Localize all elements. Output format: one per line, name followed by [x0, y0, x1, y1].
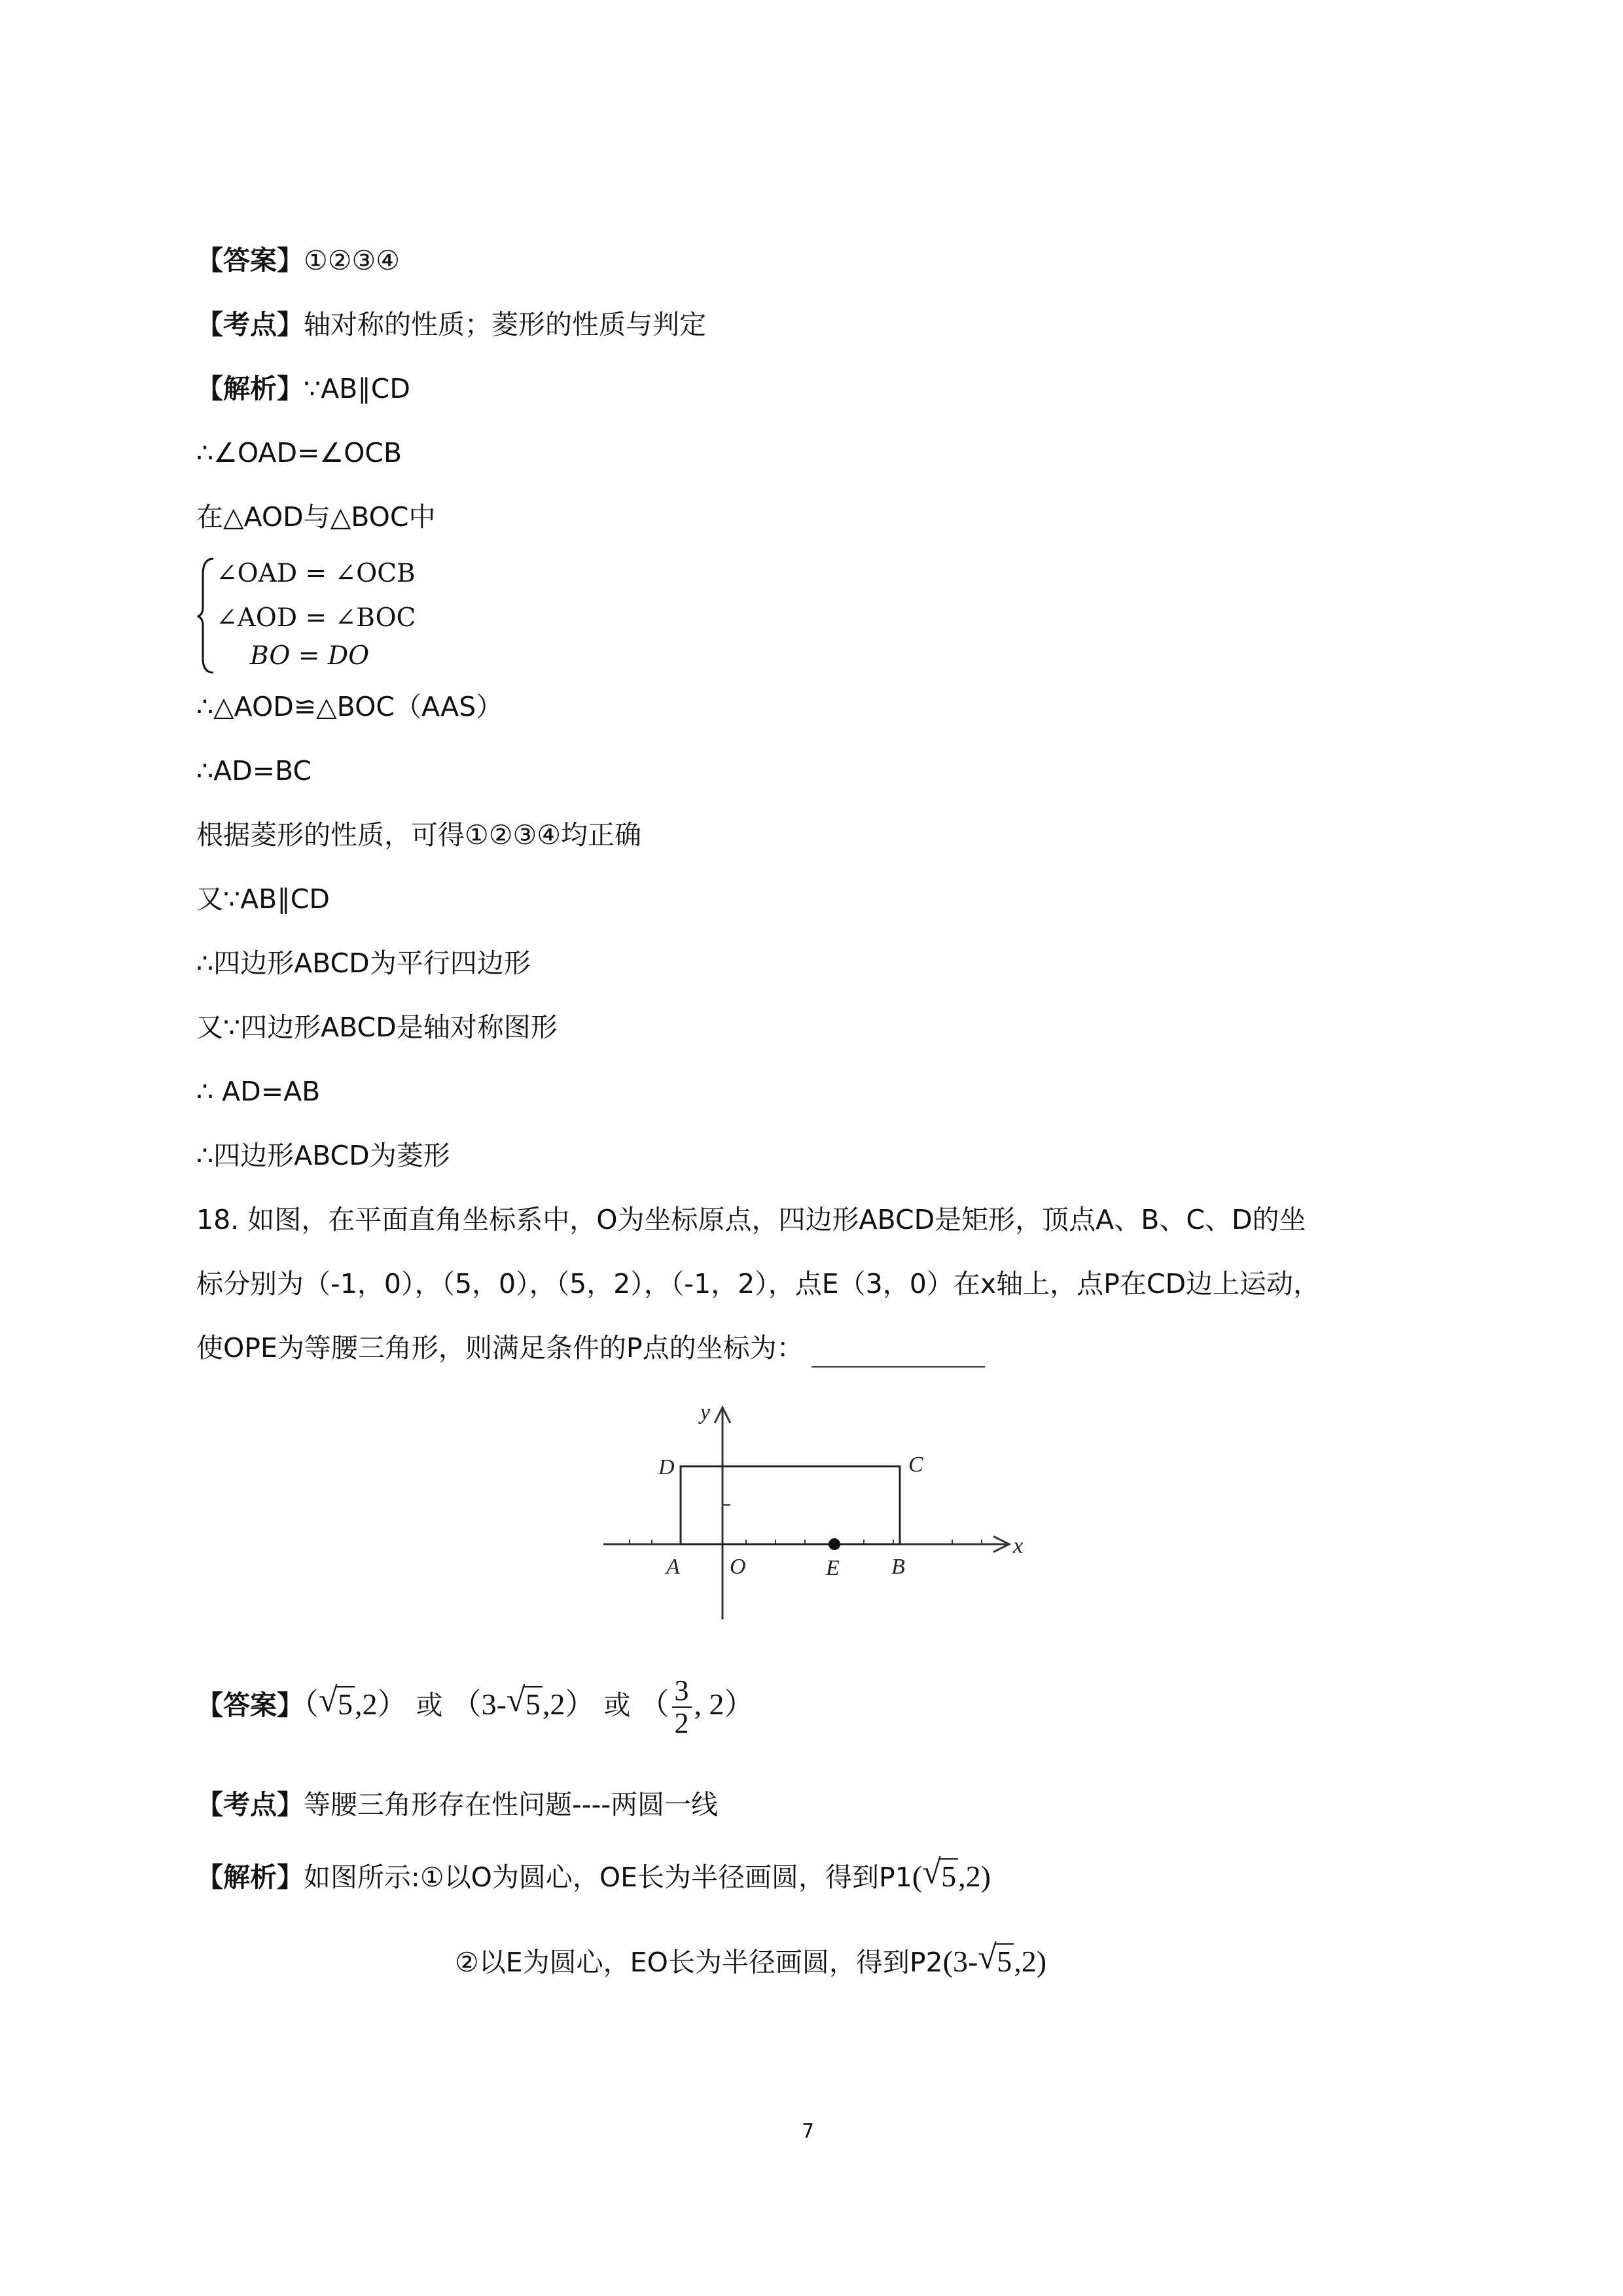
jiexi-line-18	[196, 1854, 991, 1897]
answer-tag: 【答案】	[196, 245, 304, 276]
answer-text: ①②③④	[304, 245, 401, 276]
kaodian-line-18	[196, 1785, 718, 1824]
jiexi-text: ②以E为圆心，EO长为半径画圆，得到P2	[455, 1947, 943, 1978]
jiexi-tag: 【解析】	[196, 1862, 304, 1893]
label-e: E	[826, 1556, 840, 1580]
sqrt-5: √ 5	[507, 1675, 543, 1734]
kaodian-tag: 【考点】	[196, 309, 304, 340]
sqrt-5: √ 5	[922, 1857, 958, 1896]
answer-line-18	[196, 1675, 755, 1739]
answer-paren: （	[639, 1687, 669, 1721]
x-axis-label: x	[1013, 1534, 1024, 1558]
tail: ,2)	[1014, 1945, 1047, 1978]
question-18-text: 使OPE为等腰三角形，则满足条件的P点的坐标为：	[196, 1332, 804, 1364]
proof-line: ∴△AOD≌△BOC（AAS）	[196, 691, 503, 722]
proof-line: ∴四边形ABCD为菱形	[196, 1140, 450, 1171]
jiexi-text: 如图所示:①以O为圆心，OE长为半径画圆，得到P1	[304, 1862, 912, 1893]
label-o: O	[730, 1555, 746, 1579]
proof-line: ∴四边形ABCD为平行四边形	[196, 947, 531, 979]
answer-tag: 【答案】	[196, 1689, 304, 1721]
point-e	[829, 1538, 840, 1550]
answer-tail: ,2）	[355, 1687, 408, 1721]
question-18-line-1: 18. 如图，在平面直角坐标系中，O为坐标原点，四边形ABCD是矩形，顶点A、B、C、D的坐	[196, 1204, 1306, 1235]
label-c: C	[908, 1453, 923, 1477]
system-row: ∠AOD = ∠BOC	[216, 603, 416, 633]
y-axis-label: y	[700, 1400, 711, 1424]
coordinate-figure	[596, 1397, 1041, 1619]
proof-line: 在△AOD与△BOC中	[196, 501, 436, 533]
kaodian-text: 轴对称的性质；菱形的性质与判定	[304, 309, 706, 340]
answer-blank	[812, 1337, 985, 1368]
paren: (3-	[942, 1945, 978, 1978]
proof-line: 又∵AB∥CD	[196, 883, 330, 915]
or-text: 或	[603, 1689, 631, 1721]
kaodian-line-17	[196, 305, 706, 344]
answer-paren: （	[304, 1687, 319, 1721]
rectangle-abcd	[681, 1466, 900, 1544]
question-18-line-3	[196, 1328, 985, 1368]
answer-line-17	[196, 241, 400, 280]
label-b: B	[891, 1555, 905, 1579]
kaodian-tag: 【考点】	[196, 1789, 304, 1820]
proof-line: 根据菱形的性质，可得①②③④均正确	[196, 819, 642, 851]
proof-line: ∴∠OAD=∠OCB	[196, 437, 402, 468]
answer-paren: （3-	[451, 1687, 507, 1721]
system-row: BO = DO	[250, 641, 370, 671]
question-18-line-2: 标分别为（-1，0），（5，0），（5，2），（-1，2），点E（3，0）在x轴上，点P在CD边上运动，	[196, 1268, 1321, 1299]
proof-line: ∴ AD=AB	[196, 1076, 321, 1107]
jiexi-text: ∵AB∥CD	[304, 373, 410, 404]
jiexi-line-17	[196, 369, 410, 408]
or-text: 或	[416, 1689, 443, 1721]
tail: ,2)	[958, 1860, 991, 1893]
sqrt-5: √ 5	[319, 1675, 355, 1734]
proof-line: ∴AD=BC	[196, 755, 312, 786]
fraction: $\frac{3}{2}$	[672, 1675, 692, 1739]
jiexi-tag: 【解析】	[196, 373, 304, 404]
kaodian-text: 等腰三角形存在性问题----两圆一线	[304, 1789, 719, 1820]
page-number: 7	[802, 2120, 815, 2143]
label-d: D	[658, 1455, 675, 1479]
brace-icon	[196, 555, 216, 676]
equation-system	[196, 555, 471, 676]
jiexi-line-18b	[455, 1939, 1047, 1982]
paren: (	[912, 1860, 923, 1893]
sqrt-5: √ 5	[978, 1942, 1014, 1981]
system-row: ∠OAD = ∠OCB	[216, 559, 416, 588]
label-a: A	[666, 1555, 680, 1579]
answer-tail: ,2）	[542, 1687, 596, 1721]
answer-tail: , 2）	[694, 1687, 755, 1721]
proof-line: 又∵四边形ABCD是轴对称图形	[196, 1012, 558, 1043]
